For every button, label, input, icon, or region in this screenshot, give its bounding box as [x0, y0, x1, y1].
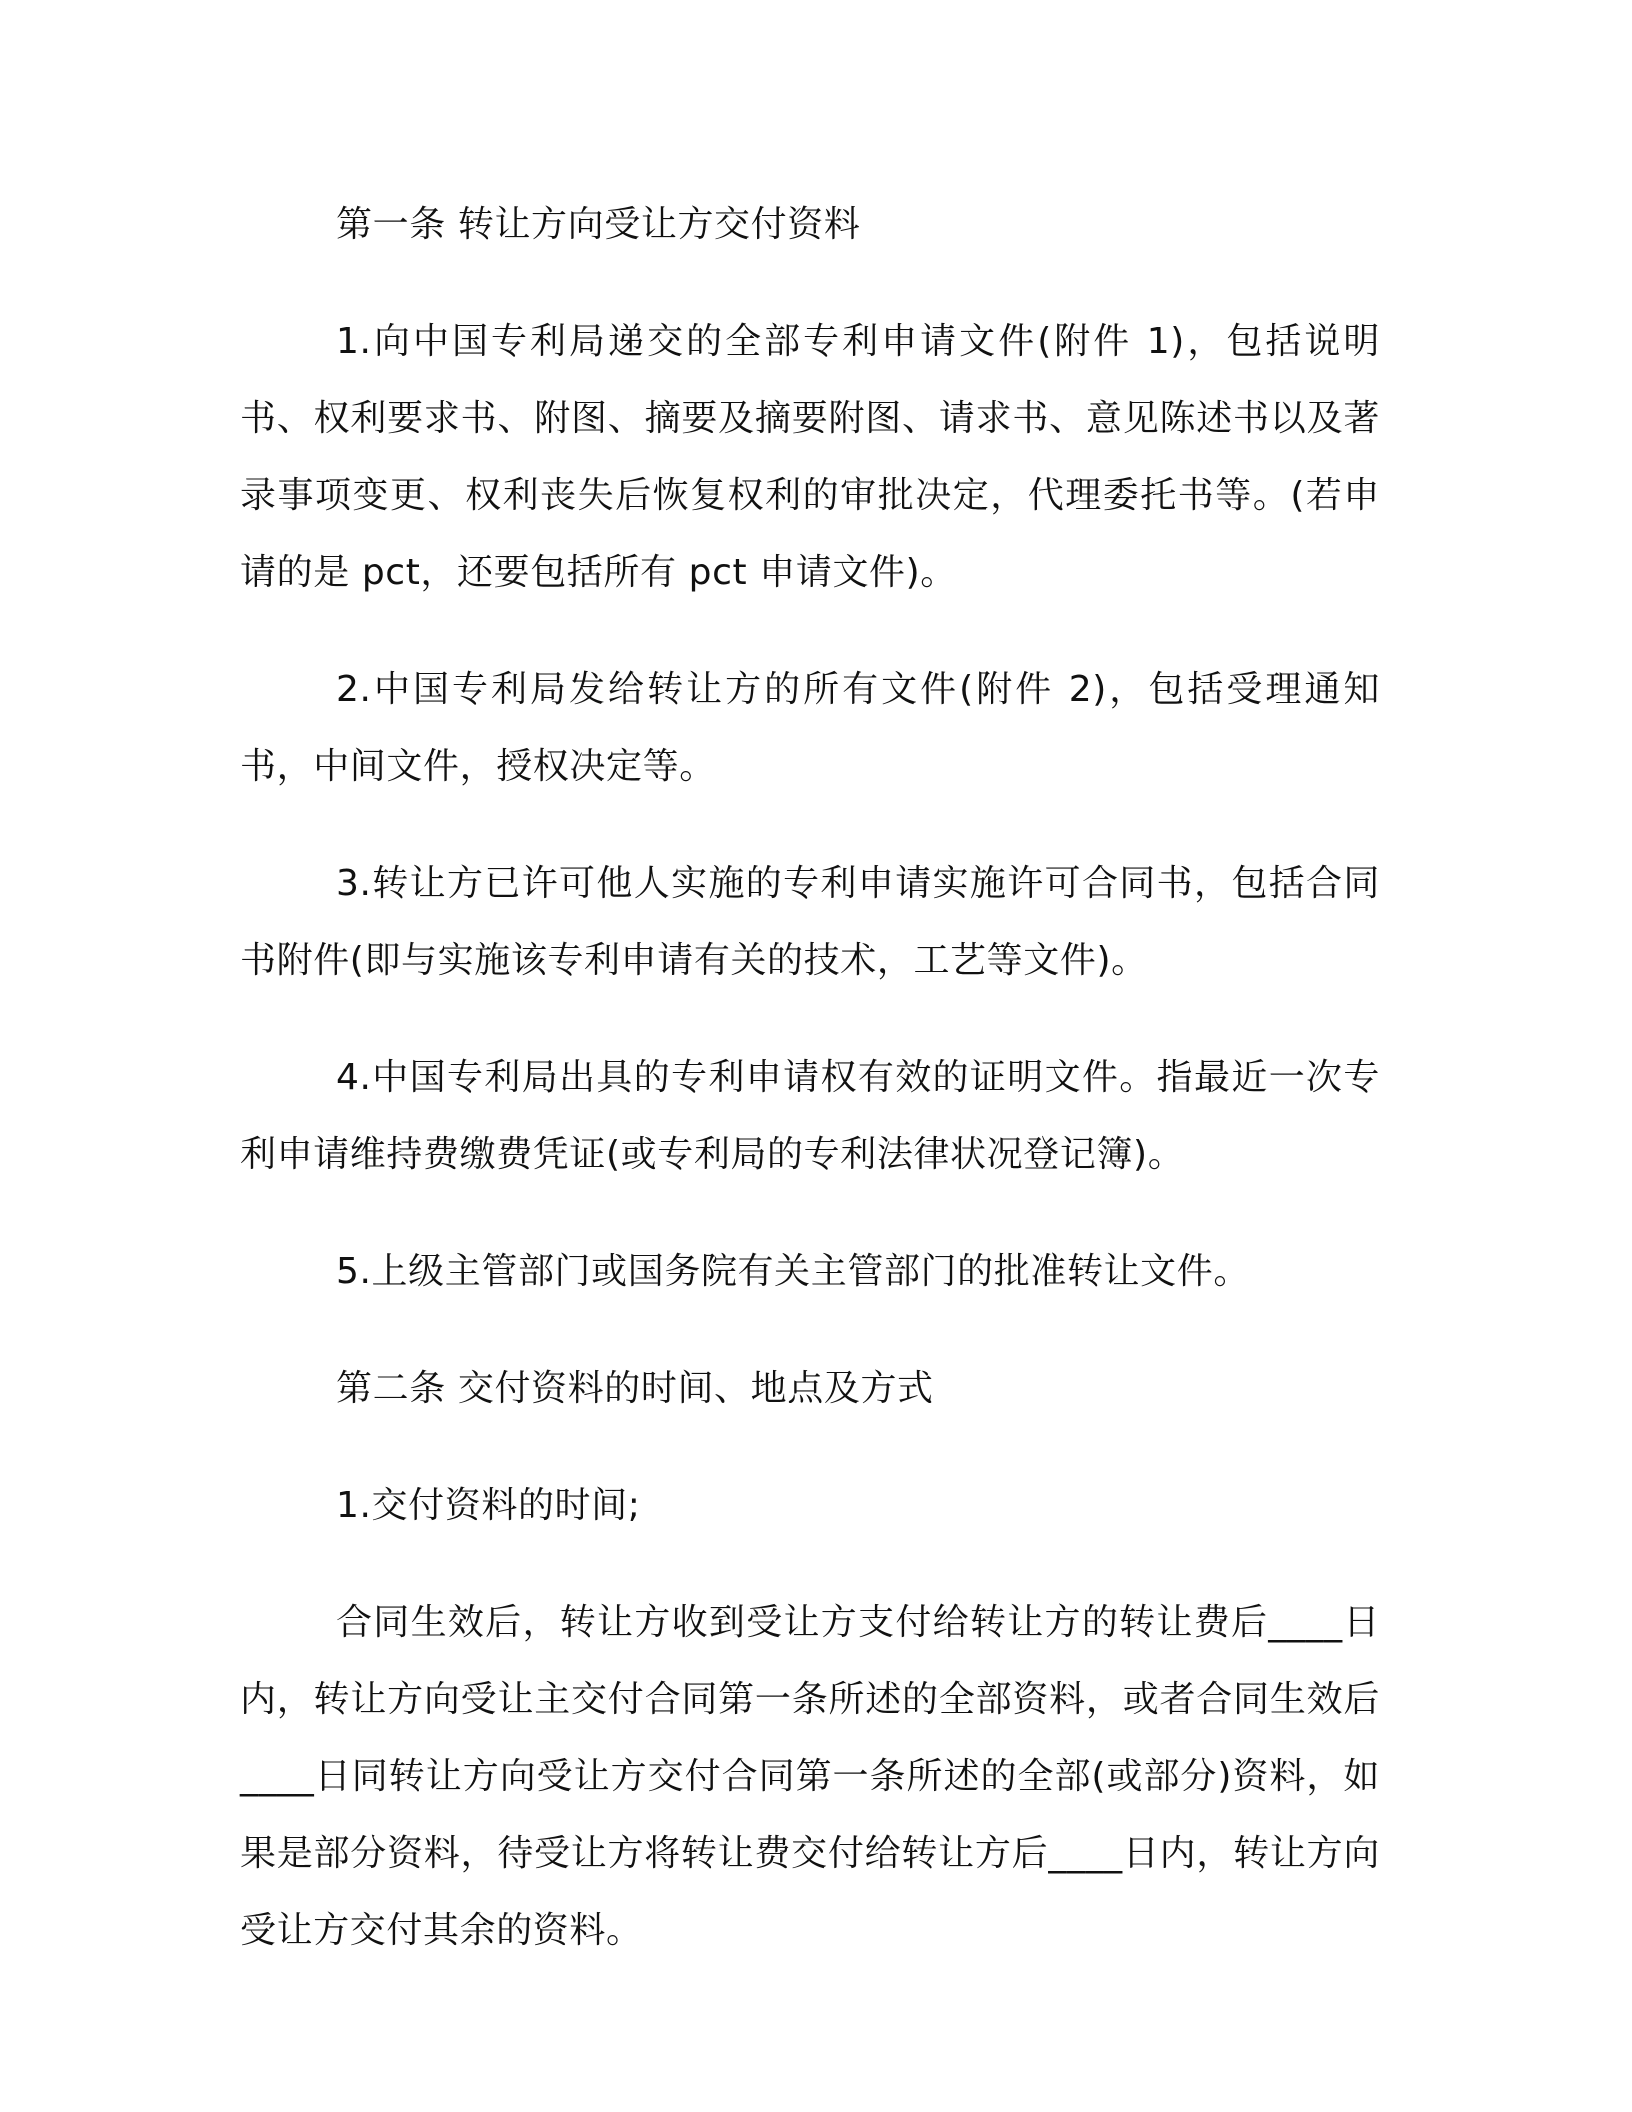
paragraph-2-1: 1.交付资料的时间; — [336, 1485, 641, 1526]
section-heading-1: 第一条 转让方向受让方交付资料 — [336, 204, 861, 245]
section-heading-2: 第二条 交付资料的时间、地点及方式 — [336, 1368, 934, 1409]
paragraph-1-2: 2.中国专利局发给转让方的所有文件(附件 2)，包括受理通知书，中间文件，授权决定等。 — [240, 669, 1380, 787]
document-body — [240, 186, 1380, 2009]
paragraph-2-2: 合同生效后，转让方收到受让方支付给转让方的转让费后____日内，转让方向受让主交付合同第一条所述的全部资料，或者合同生效后____日同转让方向受让方交付合同第一条所述的全部(或部分)资料，如果是部分资料，待受让方将转让费交付给转让方后____日内，转让方向受让方交付其余的资料。 — [240, 1602, 1380, 1951]
paragraph-1-3: 3.转让方已许可他人实施的专利申请实施许可合同书，包括合同书附件(即与实施该专利申请有关的技术，工艺等文件)。 — [240, 863, 1380, 981]
paragraph-1-1: 1.向中国专利局递交的全部专利申请文件(附件 1)，包括说明书、权利要求书、附图、摘要及摘要附图、请求书、意见陈述书以及著录事项变更、权利丧失后恢复权利的审批决定，代理委托书等。(若申请的是 pct，还要包括所有 pct 申请文件)。 — [240, 321, 1380, 593]
paragraph-1-5: 5.上级主管部门或国务院有关主管部门的批准转让文件。 — [336, 1251, 1250, 1292]
paragraph-1-4: 4.中国专利局出具的专利申请权有效的证明文件。指最近一次专利申请维持费缴费凭证(或专利局的专利法律状况登记簿)。 — [240, 1057, 1380, 1175]
